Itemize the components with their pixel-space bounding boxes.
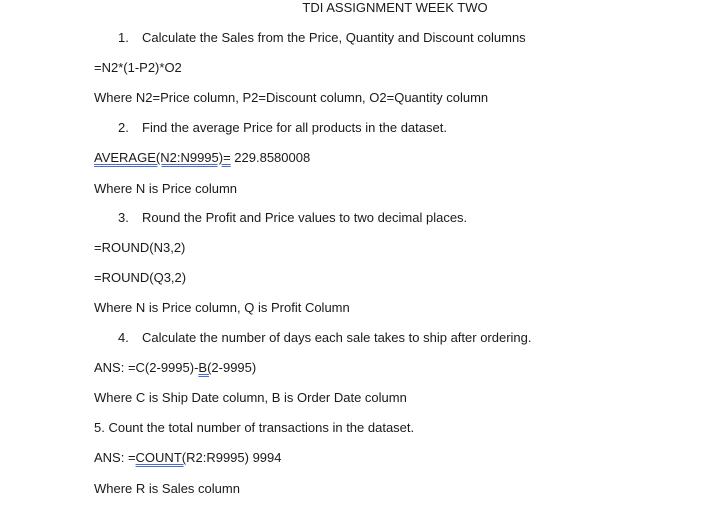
average-value: 229.8580008 bbox=[230, 150, 311, 165]
list-text: Calculate the Sales from the Price, Quantity and Discount columns bbox=[142, 30, 526, 45]
list-item-3 bbox=[118, 210, 467, 226]
list-item-2 bbox=[118, 120, 447, 136]
answer-suffix: 2-9995) bbox=[211, 360, 257, 375]
answer-count bbox=[94, 450, 282, 466]
formula-sales: =N2*(1-P2)*O2 bbox=[94, 60, 182, 75]
list-text: Round the Profit and Price values to two decimal places. bbox=[142, 210, 468, 225]
list-number: 3. bbox=[118, 210, 129, 225]
explanation-ship-days: Where C is Ship Date column, B is Order Date column bbox=[94, 390, 407, 405]
answer-prefix: ANS: =C(2-9995)- bbox=[94, 360, 199, 375]
explanation-sales: Where N2=Price column, P2=Discount column, O2=Quantity column bbox=[94, 90, 489, 105]
answer-ship-days bbox=[94, 360, 256, 376]
explanation-count: Where R is Sales column bbox=[94, 481, 240, 496]
formula-round-profit: =ROUND(Q3,2) bbox=[94, 270, 187, 285]
explanation-round: Where N is Price column, Q is Profit Column bbox=[94, 300, 350, 315]
list-item-5: 5. Count the total number of transactions in the dataset. bbox=[94, 420, 415, 435]
answer-suffix: R2:R9995) 9994 bbox=[186, 450, 282, 465]
list-number: 4. bbox=[118, 330, 129, 345]
answer-prefix: ANS: = bbox=[94, 450, 136, 465]
average-formula-text: AVERAGE(N2:N9995)= bbox=[94, 150, 231, 165]
list-item-4 bbox=[118, 330, 532, 346]
explanation-average: Where N is Price column bbox=[94, 181, 238, 196]
list-text: Find the average Price for all products in the dataset. bbox=[142, 120, 447, 135]
answer-underlined: B( bbox=[198, 360, 212, 375]
formula-average bbox=[94, 150, 310, 166]
list-text: Calculate the number of days each sale takes to ship after ordering. bbox=[142, 330, 532, 345]
list-number: 2. bbox=[118, 120, 129, 135]
list-item-1 bbox=[118, 30, 526, 46]
formula-round-price: =ROUND(N3,2) bbox=[94, 240, 186, 255]
document-title: TDI ASSIGNMENT WEEK TWO bbox=[302, 0, 488, 15]
list-number: 1. bbox=[118, 30, 129, 45]
answer-underlined: COUNT( bbox=[135, 450, 187, 465]
